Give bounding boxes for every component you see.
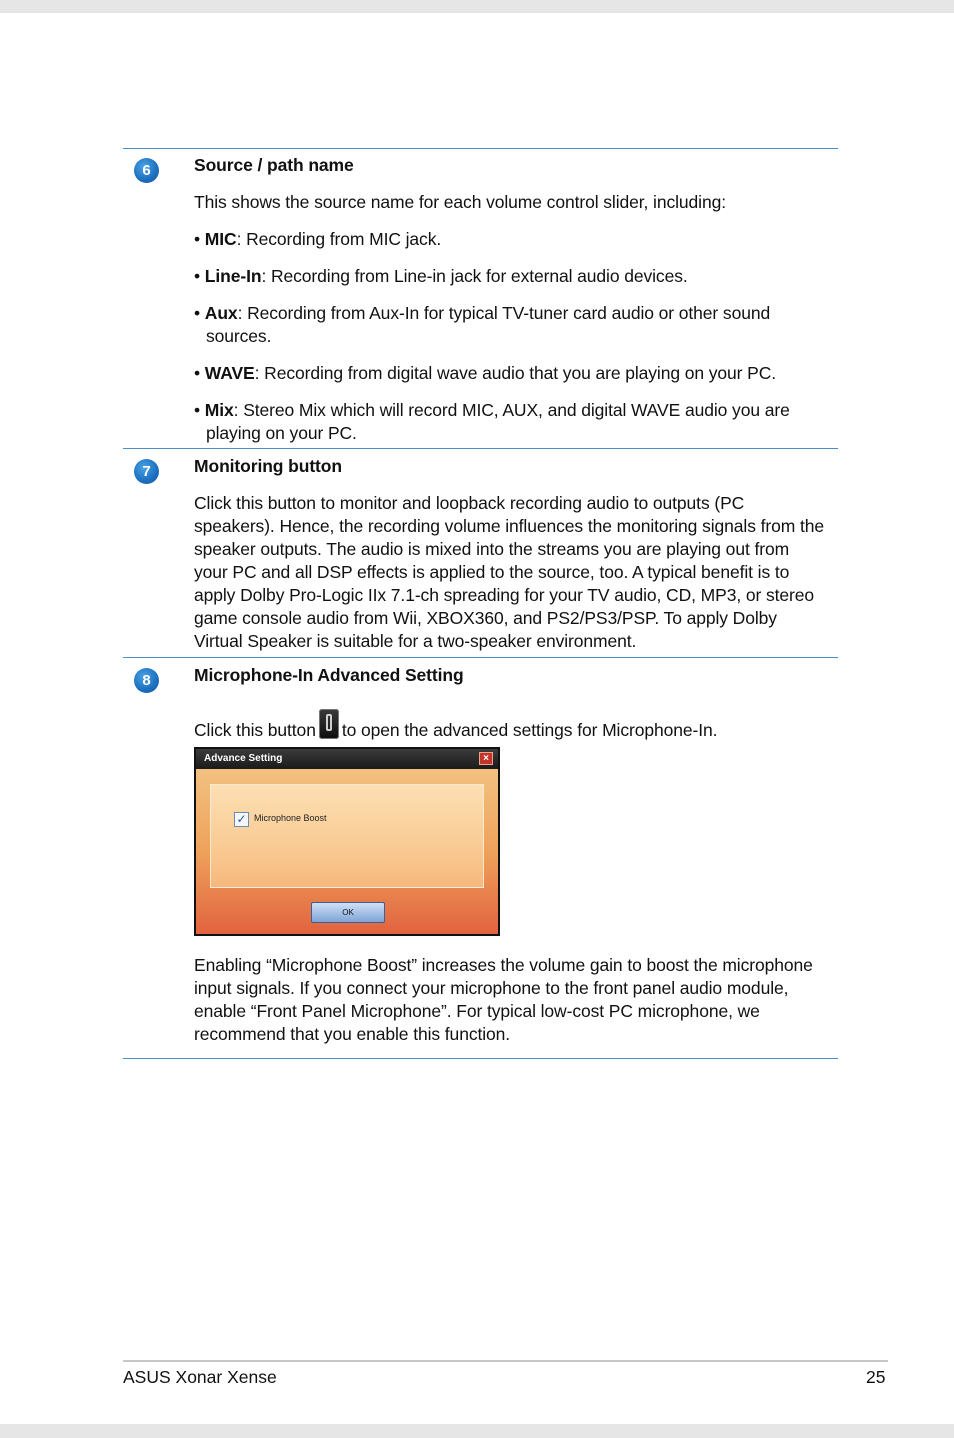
dialog-title: Advance Setting [204,753,283,764]
bullet-item: • Aux: Recording from Aux-In for typical TV-tuner card audio or other sound sources. [194,303,771,346]
section-number-badge: 8 [134,668,159,693]
bullet-term: Aux [204,303,238,323]
section-number-badge: 7 [134,459,159,484]
page-number: 25 [866,1367,886,1387]
bullet-text: : Stereo Mix which will record MIC, AUX, and digital WAVE audio you are playing on your PC. [206,400,790,443]
bullet-text: : Recording from Line-in jack for external audio devices. [261,266,688,286]
click-suffix: to open the advanced settings for Microphone-In. [341,720,718,740]
page-bottom-edge [0,1424,954,1438]
dialog-titlebar [196,749,498,769]
checkbox-label: Microphone Boost [254,813,327,823]
bullet-item: • MIC: Recording from MIC jack. [194,229,442,249]
bullet-text: : Recording from digital wave audio that you are playing on your PC. [254,363,777,383]
section-divider [123,148,838,149]
click-instruction [194,709,824,742]
bullet-text: : Recording from MIC jack. [236,229,442,249]
section-mic-advanced [194,664,824,756]
section-divider [123,657,838,658]
bullet-item: • Line-In: Recording from Line-in jack for external audio devices. [194,266,688,286]
section-heading: Source / path name [194,155,354,175]
microphone-boost-checkbox[interactable]: ✓ [234,812,249,827]
bullet-text: : Recording from Aux-In for typical TV-tuner card audio or other sound sources. [206,303,771,346]
footer-divider [123,1360,888,1362]
footer-product: ASUS Xonar Xense [123,1367,277,1387]
section-divider [123,448,838,449]
bullet-term: Line-In [204,266,262,286]
section-body: Click this button to monitor and loopback recording audio to outputs (PC speakers). Hence, the recording volume influences the monitoring signals from the speaker outputs. The audio is mixed into the streams you are playing out from your PC and all DSP effects is applied to the source, too. A typical benefit is to apply Dolby Pro-Logic IIx 7.1-ch spreading for your TV audio, CD, MP3, or stereo game console audio from Wii, XBOX360, and PS2/PS3/PSP. To apply Dolby Virtual Speaker is suitable for a two-speaker environment. [194,493,825,651]
dialog-panel [210,784,484,888]
bullet-item: • WAVE: Recording from digital wave audio that you are playing on your PC. [194,363,777,383]
section-monitoring-button [194,455,824,667]
section-body: Enabling “Microphone Boost” increases the volume gain to boost the microphone input signals. If you connect your microphone to the front panel audio module, enable “Front Panel Microphone”. For typical low-cost PC microphone, we recommend that you enable this function. [194,955,813,1044]
section-heading: Monitoring button [194,456,342,476]
close-icon[interactable]: × [479,752,493,765]
bullet-term: MIC [204,229,237,249]
bullet-item: • Mix: Stereo Mix which will record MIC, AUX, and digital WAVE audio you are playing on your PC. [194,400,790,443]
section-intro: This shows the source name for each volume control slider, including: [194,192,726,212]
section-heading: Microphone-In Advanced Setting [194,665,464,685]
section-mic-advanced-body [194,954,824,1060]
section-source-path [194,154,824,459]
bullet-term: Mix [204,400,234,420]
ok-button[interactable]: OK [311,902,385,923]
mic-settings-icon [319,709,339,739]
section-divider [123,1058,838,1059]
bullet-term: WAVE [204,363,255,383]
click-prefix: Click this button [194,720,316,740]
page-top-edge [0,0,954,13]
advance-setting-dialog [194,747,500,936]
section-number-badge: 6 [134,158,159,183]
